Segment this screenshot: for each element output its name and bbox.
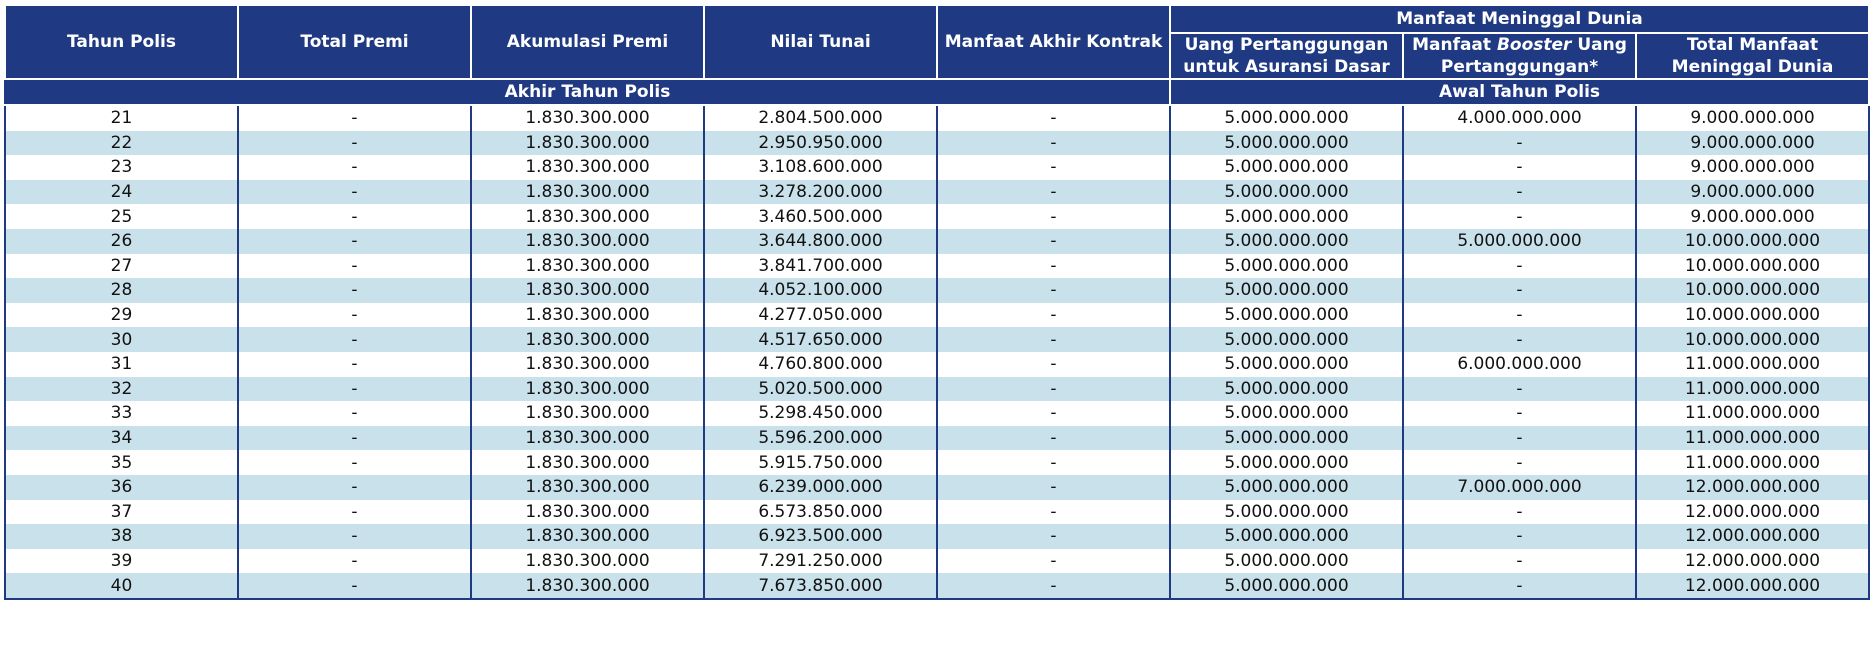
cell-nilai-tunai: 3.644.800.000 bbox=[704, 229, 937, 254]
header-booster-suffix: Uang Pertanggungan* bbox=[1440, 35, 1627, 77]
cell-uang-pertanggungan-dasar: 5.000.000.000 bbox=[1170, 524, 1403, 549]
cell-uang-pertanggungan-dasar: 5.000.000.000 bbox=[1170, 327, 1403, 352]
cell-total-premi: - bbox=[238, 303, 471, 328]
cell-manfaat-booster: - bbox=[1403, 278, 1636, 303]
cell-tahun-polis: 25 bbox=[5, 204, 238, 229]
cell-tahun-polis: 39 bbox=[5, 549, 238, 574]
cell-total-manfaat: 11.000.000.000 bbox=[1636, 450, 1869, 475]
cell-uang-pertanggungan-dasar: 5.000.000.000 bbox=[1170, 105, 1403, 131]
cell-total-manfaat: 11.000.000.000 bbox=[1636, 352, 1869, 377]
cell-nilai-tunai: 6.573.850.000 bbox=[704, 500, 937, 525]
table-row bbox=[5, 180, 1869, 205]
cell-uang-pertanggungan-dasar: 5.000.000.000 bbox=[1170, 131, 1403, 156]
cell-manfaat-booster: 5.000.000.000 bbox=[1403, 229, 1636, 254]
table-row bbox=[5, 204, 1869, 229]
table-row bbox=[5, 426, 1869, 451]
cell-akumulasi-premi: 1.830.300.000 bbox=[471, 377, 704, 402]
cell-uang-pertanggungan-dasar: 5.000.000.000 bbox=[1170, 500, 1403, 525]
cell-total-premi: - bbox=[238, 377, 471, 402]
cell-tahun-polis: 27 bbox=[5, 254, 238, 279]
cell-manfaat-booster: - bbox=[1403, 524, 1636, 549]
cell-manfaat-booster: - bbox=[1403, 426, 1636, 451]
cell-total-premi: - bbox=[238, 500, 471, 525]
header-akumulasi-premi: Akumulasi Premi bbox=[471, 5, 704, 79]
cell-total-premi: - bbox=[238, 229, 471, 254]
cell-akumulasi-premi: 1.830.300.000 bbox=[471, 450, 704, 475]
cell-total-manfaat: 9.000.000.000 bbox=[1636, 180, 1869, 205]
cell-manfaat-booster: - bbox=[1403, 573, 1636, 599]
illustration-table-container bbox=[4, 4, 1870, 600]
cell-nilai-tunai: 3.460.500.000 bbox=[704, 204, 937, 229]
cell-manfaat-akhir-kontrak: - bbox=[937, 131, 1170, 156]
cell-total-manfaat: 9.000.000.000 bbox=[1636, 155, 1869, 180]
cell-total-premi: - bbox=[238, 352, 471, 377]
cell-total-manfaat: 9.000.000.000 bbox=[1636, 131, 1869, 156]
cell-total-manfaat: 10.000.000.000 bbox=[1636, 278, 1869, 303]
cell-total-premi: - bbox=[238, 524, 471, 549]
cell-total-manfaat: 11.000.000.000 bbox=[1636, 401, 1869, 426]
cell-manfaat-akhir-kontrak: - bbox=[937, 450, 1170, 475]
cell-manfaat-akhir-kontrak: - bbox=[937, 155, 1170, 180]
cell-manfaat-booster: - bbox=[1403, 327, 1636, 352]
table-body bbox=[5, 105, 1869, 599]
cell-uang-pertanggungan-dasar: 5.000.000.000 bbox=[1170, 426, 1403, 451]
cell-manfaat-booster: - bbox=[1403, 155, 1636, 180]
cell-manfaat-akhir-kontrak: - bbox=[937, 475, 1170, 500]
cell-total-manfaat: 10.000.000.000 bbox=[1636, 229, 1869, 254]
cell-nilai-tunai: 7.673.850.000 bbox=[704, 573, 937, 599]
table-row bbox=[5, 401, 1869, 426]
table-row bbox=[5, 524, 1869, 549]
cell-manfaat-akhir-kontrak: - bbox=[937, 327, 1170, 352]
cell-akumulasi-premi: 1.830.300.000 bbox=[471, 278, 704, 303]
table-row bbox=[5, 303, 1869, 328]
cell-tahun-polis: 35 bbox=[5, 450, 238, 475]
cell-manfaat-booster: - bbox=[1403, 254, 1636, 279]
cell-total-manfaat: 12.000.000.000 bbox=[1636, 573, 1869, 599]
header-uang-pertanggungan-dasar: Uang Pertanggungan untuk Asuransi Dasar bbox=[1170, 33, 1403, 79]
cell-manfaat-akhir-kontrak: - bbox=[937, 278, 1170, 303]
cell-tahun-polis: 28 bbox=[5, 278, 238, 303]
table-row bbox=[5, 278, 1869, 303]
header-nilai-tunai: Nilai Tunai bbox=[704, 5, 937, 79]
cell-total-manfaat: 10.000.000.000 bbox=[1636, 303, 1869, 328]
cell-tahun-polis: 21 bbox=[5, 105, 238, 131]
cell-uang-pertanggungan-dasar: 5.000.000.000 bbox=[1170, 278, 1403, 303]
cell-total-premi: - bbox=[238, 204, 471, 229]
cell-manfaat-akhir-kontrak: - bbox=[937, 500, 1170, 525]
cell-akumulasi-premi: 1.830.300.000 bbox=[471, 180, 704, 205]
cell-tahun-polis: 22 bbox=[5, 131, 238, 156]
cell-manfaat-akhir-kontrak: - bbox=[937, 426, 1170, 451]
cell-nilai-tunai: 5.915.750.000 bbox=[704, 450, 937, 475]
table-row bbox=[5, 549, 1869, 574]
cell-nilai-tunai: 6.239.000.000 bbox=[704, 475, 937, 500]
cell-akumulasi-premi: 1.830.300.000 bbox=[471, 500, 704, 525]
table-row bbox=[5, 254, 1869, 279]
table-row bbox=[5, 352, 1869, 377]
cell-manfaat-akhir-kontrak: - bbox=[937, 524, 1170, 549]
cell-uang-pertanggungan-dasar: 5.000.000.000 bbox=[1170, 549, 1403, 574]
table-row bbox=[5, 475, 1869, 500]
cell-nilai-tunai: 3.108.600.000 bbox=[704, 155, 937, 180]
cell-manfaat-akhir-kontrak: - bbox=[937, 229, 1170, 254]
cell-nilai-tunai: 5.020.500.000 bbox=[704, 377, 937, 402]
cell-nilai-tunai: 6.923.500.000 bbox=[704, 524, 937, 549]
header-manfaat-akhir-kontrak: Manfaat Akhir Kontrak bbox=[937, 5, 1170, 79]
table-row bbox=[5, 229, 1869, 254]
cell-nilai-tunai: 5.298.450.000 bbox=[704, 401, 937, 426]
cell-total-manfaat: 9.000.000.000 bbox=[1636, 204, 1869, 229]
cell-total-premi: - bbox=[238, 475, 471, 500]
section-akhir-tahun-polis: Akhir Tahun Polis bbox=[5, 79, 1170, 105]
header-tahun-polis: Tahun Polis bbox=[5, 5, 238, 79]
cell-akumulasi-premi: 1.830.300.000 bbox=[471, 229, 704, 254]
cell-tahun-polis: 31 bbox=[5, 352, 238, 377]
cell-uang-pertanggungan-dasar: 5.000.000.000 bbox=[1170, 229, 1403, 254]
cell-uang-pertanggungan-dasar: 5.000.000.000 bbox=[1170, 401, 1403, 426]
cell-total-premi: - bbox=[238, 105, 471, 131]
cell-nilai-tunai: 7.291.250.000 bbox=[704, 549, 937, 574]
cell-uang-pertanggungan-dasar: 5.000.000.000 bbox=[1170, 204, 1403, 229]
cell-total-manfaat: 12.000.000.000 bbox=[1636, 524, 1869, 549]
cell-uang-pertanggungan-dasar: 5.000.000.000 bbox=[1170, 155, 1403, 180]
cell-akumulasi-premi: 1.830.300.000 bbox=[471, 303, 704, 328]
cell-nilai-tunai: 3.841.700.000 bbox=[704, 254, 937, 279]
section-awal-tahun-polis: Awal Tahun Polis bbox=[1170, 79, 1869, 105]
cell-manfaat-booster: - bbox=[1403, 377, 1636, 402]
cell-manfaat-akhir-kontrak: - bbox=[937, 573, 1170, 599]
cell-total-premi: - bbox=[238, 180, 471, 205]
cell-tahun-polis: 40 bbox=[5, 573, 238, 599]
cell-uang-pertanggungan-dasar: 5.000.000.000 bbox=[1170, 254, 1403, 279]
cell-manfaat-booster: - bbox=[1403, 204, 1636, 229]
table-row bbox=[5, 377, 1869, 402]
cell-uang-pertanggungan-dasar: 5.000.000.000 bbox=[1170, 573, 1403, 599]
cell-nilai-tunai: 5.596.200.000 bbox=[704, 426, 937, 451]
header-manfaat-booster bbox=[1403, 33, 1636, 79]
cell-total-manfaat: 11.000.000.000 bbox=[1636, 426, 1869, 451]
cell-akumulasi-premi: 1.830.300.000 bbox=[471, 352, 704, 377]
cell-total-manfaat: 12.000.000.000 bbox=[1636, 500, 1869, 525]
cell-total-manfaat: 12.000.000.000 bbox=[1636, 549, 1869, 574]
cell-nilai-tunai: 2.950.950.000 bbox=[704, 131, 937, 156]
cell-manfaat-booster: - bbox=[1403, 500, 1636, 525]
cell-akumulasi-premi: 1.830.300.000 bbox=[471, 401, 704, 426]
cell-tahun-polis: 38 bbox=[5, 524, 238, 549]
table-row bbox=[5, 105, 1869, 131]
cell-total-premi: - bbox=[238, 573, 471, 599]
table-row bbox=[5, 573, 1869, 599]
cell-akumulasi-premi: 1.830.300.000 bbox=[471, 105, 704, 131]
table-row bbox=[5, 450, 1869, 475]
cell-akumulasi-premi: 1.830.300.000 bbox=[471, 155, 704, 180]
table-header bbox=[5, 5, 1869, 105]
cell-uang-pertanggungan-dasar: 5.000.000.000 bbox=[1170, 475, 1403, 500]
cell-total-manfaat: 10.000.000.000 bbox=[1636, 327, 1869, 352]
cell-nilai-tunai: 3.278.200.000 bbox=[704, 180, 937, 205]
cell-uang-pertanggungan-dasar: 5.000.000.000 bbox=[1170, 377, 1403, 402]
cell-manfaat-booster: - bbox=[1403, 131, 1636, 156]
cell-tahun-polis: 36 bbox=[5, 475, 238, 500]
cell-tahun-polis: 26 bbox=[5, 229, 238, 254]
table-row bbox=[5, 155, 1869, 180]
cell-tahun-polis: 29 bbox=[5, 303, 238, 328]
cell-tahun-polis: 34 bbox=[5, 426, 238, 451]
cell-manfaat-akhir-kontrak: - bbox=[937, 303, 1170, 328]
cell-manfaat-booster: 7.000.000.000 bbox=[1403, 475, 1636, 500]
cell-tahun-polis: 32 bbox=[5, 377, 238, 402]
table-row bbox=[5, 131, 1869, 156]
cell-manfaat-booster: - bbox=[1403, 549, 1636, 574]
cell-akumulasi-premi: 1.830.300.000 bbox=[471, 426, 704, 451]
cell-uang-pertanggungan-dasar: 5.000.000.000 bbox=[1170, 180, 1403, 205]
cell-total-manfaat: 12.000.000.000 bbox=[1636, 475, 1869, 500]
cell-manfaat-akhir-kontrak: - bbox=[937, 401, 1170, 426]
cell-manfaat-booster: - bbox=[1403, 303, 1636, 328]
cell-tahun-polis: 30 bbox=[5, 327, 238, 352]
cell-tahun-polis: 33 bbox=[5, 401, 238, 426]
cell-nilai-tunai: 2.804.500.000 bbox=[704, 105, 937, 131]
cell-total-manfaat: 9.000.000.000 bbox=[1636, 105, 1869, 131]
cell-nilai-tunai: 4.277.050.000 bbox=[704, 303, 937, 328]
cell-manfaat-akhir-kontrak: - bbox=[937, 105, 1170, 131]
cell-total-premi: - bbox=[238, 450, 471, 475]
cell-manfaat-akhir-kontrak: - bbox=[937, 180, 1170, 205]
cell-nilai-tunai: 4.760.800.000 bbox=[704, 352, 937, 377]
cell-total-premi: - bbox=[238, 327, 471, 352]
cell-nilai-tunai: 4.052.100.000 bbox=[704, 278, 937, 303]
cell-manfaat-booster: 6.000.000.000 bbox=[1403, 352, 1636, 377]
header-total-premi: Total Premi bbox=[238, 5, 471, 79]
cell-manfaat-booster: - bbox=[1403, 401, 1636, 426]
cell-tahun-polis: 24 bbox=[5, 180, 238, 205]
cell-total-premi: - bbox=[238, 401, 471, 426]
cell-total-premi: - bbox=[238, 155, 471, 180]
cell-uang-pertanggungan-dasar: 5.000.000.000 bbox=[1170, 352, 1403, 377]
header-manfaat-meninggal-dunia: Manfaat Meninggal Dunia bbox=[1170, 5, 1869, 33]
table-row bbox=[5, 327, 1869, 352]
table-row bbox=[5, 500, 1869, 525]
cell-manfaat-booster: 4.000.000.000 bbox=[1403, 105, 1636, 131]
benefit-illustration-table bbox=[4, 4, 1870, 600]
cell-total-manfaat: 10.000.000.000 bbox=[1636, 254, 1869, 279]
cell-manfaat-booster: - bbox=[1403, 180, 1636, 205]
cell-akumulasi-premi: 1.830.300.000 bbox=[471, 254, 704, 279]
cell-total-premi: - bbox=[238, 426, 471, 451]
cell-akumulasi-premi: 1.830.300.000 bbox=[471, 549, 704, 574]
cell-akumulasi-premi: 1.830.300.000 bbox=[471, 524, 704, 549]
cell-total-premi: - bbox=[238, 549, 471, 574]
header-booster-italic: Booster bbox=[1496, 35, 1572, 55]
cell-akumulasi-premi: 1.830.300.000 bbox=[471, 204, 704, 229]
cell-manfaat-akhir-kontrak: - bbox=[937, 204, 1170, 229]
cell-nilai-tunai: 4.517.650.000 bbox=[704, 327, 937, 352]
cell-uang-pertanggungan-dasar: 5.000.000.000 bbox=[1170, 303, 1403, 328]
header-total-manfaat: Total Manfaat Meninggal Dunia bbox=[1636, 33, 1869, 79]
cell-akumulasi-premi: 1.830.300.000 bbox=[471, 131, 704, 156]
cell-manfaat-booster: - bbox=[1403, 450, 1636, 475]
cell-tahun-polis: 23 bbox=[5, 155, 238, 180]
header-booster-prefix: Manfaat bbox=[1412, 35, 1497, 55]
cell-uang-pertanggungan-dasar: 5.000.000.000 bbox=[1170, 450, 1403, 475]
cell-total-premi: - bbox=[238, 131, 471, 156]
cell-akumulasi-premi: 1.830.300.000 bbox=[471, 573, 704, 599]
cell-total-manfaat: 11.000.000.000 bbox=[1636, 377, 1869, 402]
cell-total-premi: - bbox=[238, 254, 471, 279]
cell-manfaat-akhir-kontrak: - bbox=[937, 352, 1170, 377]
cell-manfaat-akhir-kontrak: - bbox=[937, 549, 1170, 574]
cell-akumulasi-premi: 1.830.300.000 bbox=[471, 475, 704, 500]
cell-manfaat-akhir-kontrak: - bbox=[937, 377, 1170, 402]
cell-total-premi: - bbox=[238, 278, 471, 303]
cell-tahun-polis: 37 bbox=[5, 500, 238, 525]
cell-manfaat-akhir-kontrak: - bbox=[937, 254, 1170, 279]
cell-akumulasi-premi: 1.830.300.000 bbox=[471, 327, 704, 352]
